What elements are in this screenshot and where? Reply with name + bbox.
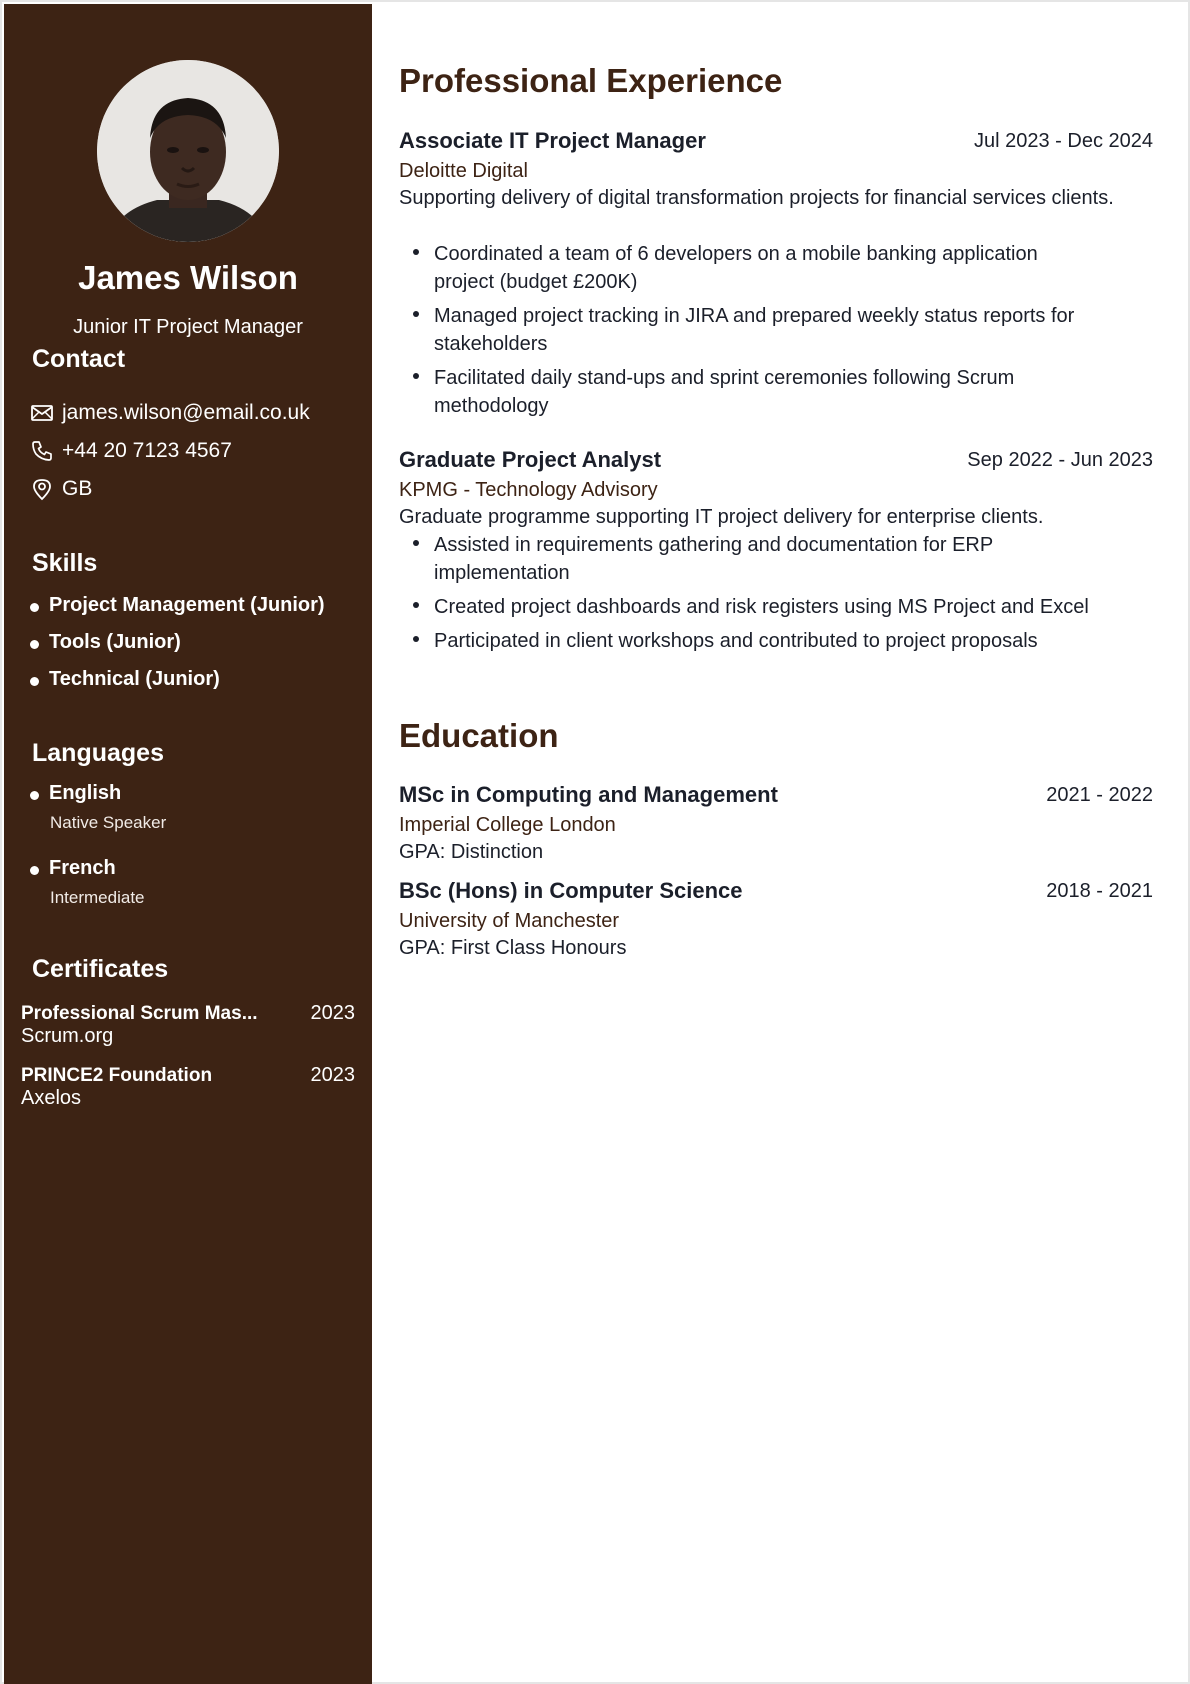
certificate-issuer: Scrum.org [21, 1025, 114, 1047]
contact-heading: Contact [32, 345, 126, 373]
degree-gpa: GPA: First Class Honours [399, 937, 627, 959]
contact-phone[interactable] [30, 437, 232, 465]
sidebar [4, 4, 372, 1684]
skill-item: Project Management (Junior) [30, 591, 325, 619]
certificate-name: PRINCE2 Foundation [21, 1065, 213, 1086]
certificate-year: 2023 [310, 1064, 355, 1086]
contact-email[interactable] [30, 399, 310, 427]
person-title: Junior IT Project Manager [73, 316, 303, 338]
certificate-year: 2023 [310, 1002, 355, 1024]
certificate-issuer: Axelos [21, 1087, 82, 1109]
skill-item: Tools (Junior) [30, 628, 181, 656]
job-bullets [413, 531, 1103, 661]
profile-photo [97, 60, 279, 242]
person-name: James Wilson [78, 259, 298, 296]
language-item: English [30, 779, 121, 807]
list-item: Created project dashboards and risk registers using MS Project and Excel [413, 593, 1103, 621]
job-description: Graduate programme supporting IT project delivery for enterprise clients. [399, 506, 1044, 528]
list-item: Participated in client workshops and contributed to project proposals [413, 627, 1103, 655]
language-level: Native Speaker [50, 813, 167, 832]
degree-title: MSc in Computing and Management [399, 782, 778, 807]
list-item: Assisted in requirements gathering and documentation for ERP implementation [413, 531, 1103, 587]
language-item: French [30, 854, 116, 882]
degree-title: BSc (Hons) in Computer Science [399, 878, 743, 903]
job-description: Supporting delivery of digital transformation projects for financial services clients. [399, 187, 1114, 209]
location-pin-icon [30, 477, 54, 501]
job-company: Deloitte Digital [399, 160, 528, 182]
job-bullets [413, 240, 1103, 426]
list-item: Coordinated a team of 6 developers on a mobile banking application project (budget £200K) [413, 240, 1103, 296]
list-item: Managed project tracking in JIRA and prepared weekly status reports for stakeholders [413, 302, 1103, 358]
certificate-name: Professional Scrum Mas... [21, 1003, 258, 1024]
contact-location [30, 475, 92, 503]
experience-heading: Professional Experience [399, 62, 783, 99]
degree-dates: 2021 - 2022 [1046, 784, 1153, 806]
education-heading: Education [399, 717, 559, 754]
degree-school: University of Manchester [399, 910, 620, 932]
skill-item: Technical (Junior) [30, 665, 220, 693]
email-text: james.wilson@email.co.uk [62, 401, 310, 424]
phone-icon [30, 439, 54, 463]
mail-icon [30, 401, 54, 425]
job-dates: Sep 2022 - Jun 2023 [967, 449, 1153, 471]
certificates-heading: Certificates [32, 955, 169, 983]
job-company: KPMG - Technology Advisory [399, 479, 658, 501]
language-level: Intermediate [50, 888, 145, 907]
list-item: Facilitated daily stand-ups and sprint ceremonies following Scrum methodology [413, 364, 1103, 420]
languages-heading: Languages [32, 739, 164, 767]
job-dates: Jul 2023 - Dec 2024 [973, 130, 1153, 152]
job-title: Graduate Project Analyst [399, 447, 662, 472]
phone-text: +44 20 7123 4567 [62, 439, 232, 462]
job-title: Associate IT Project Manager [399, 128, 706, 153]
location-text: GB [62, 477, 93, 500]
degree-gpa: GPA: Distinction [399, 841, 544, 863]
degree-dates: 2018 - 2021 [1046, 880, 1153, 902]
degree-school: Imperial College London [399, 814, 616, 836]
skills-heading: Skills [32, 549, 98, 577]
avatar [97, 60, 279, 242]
